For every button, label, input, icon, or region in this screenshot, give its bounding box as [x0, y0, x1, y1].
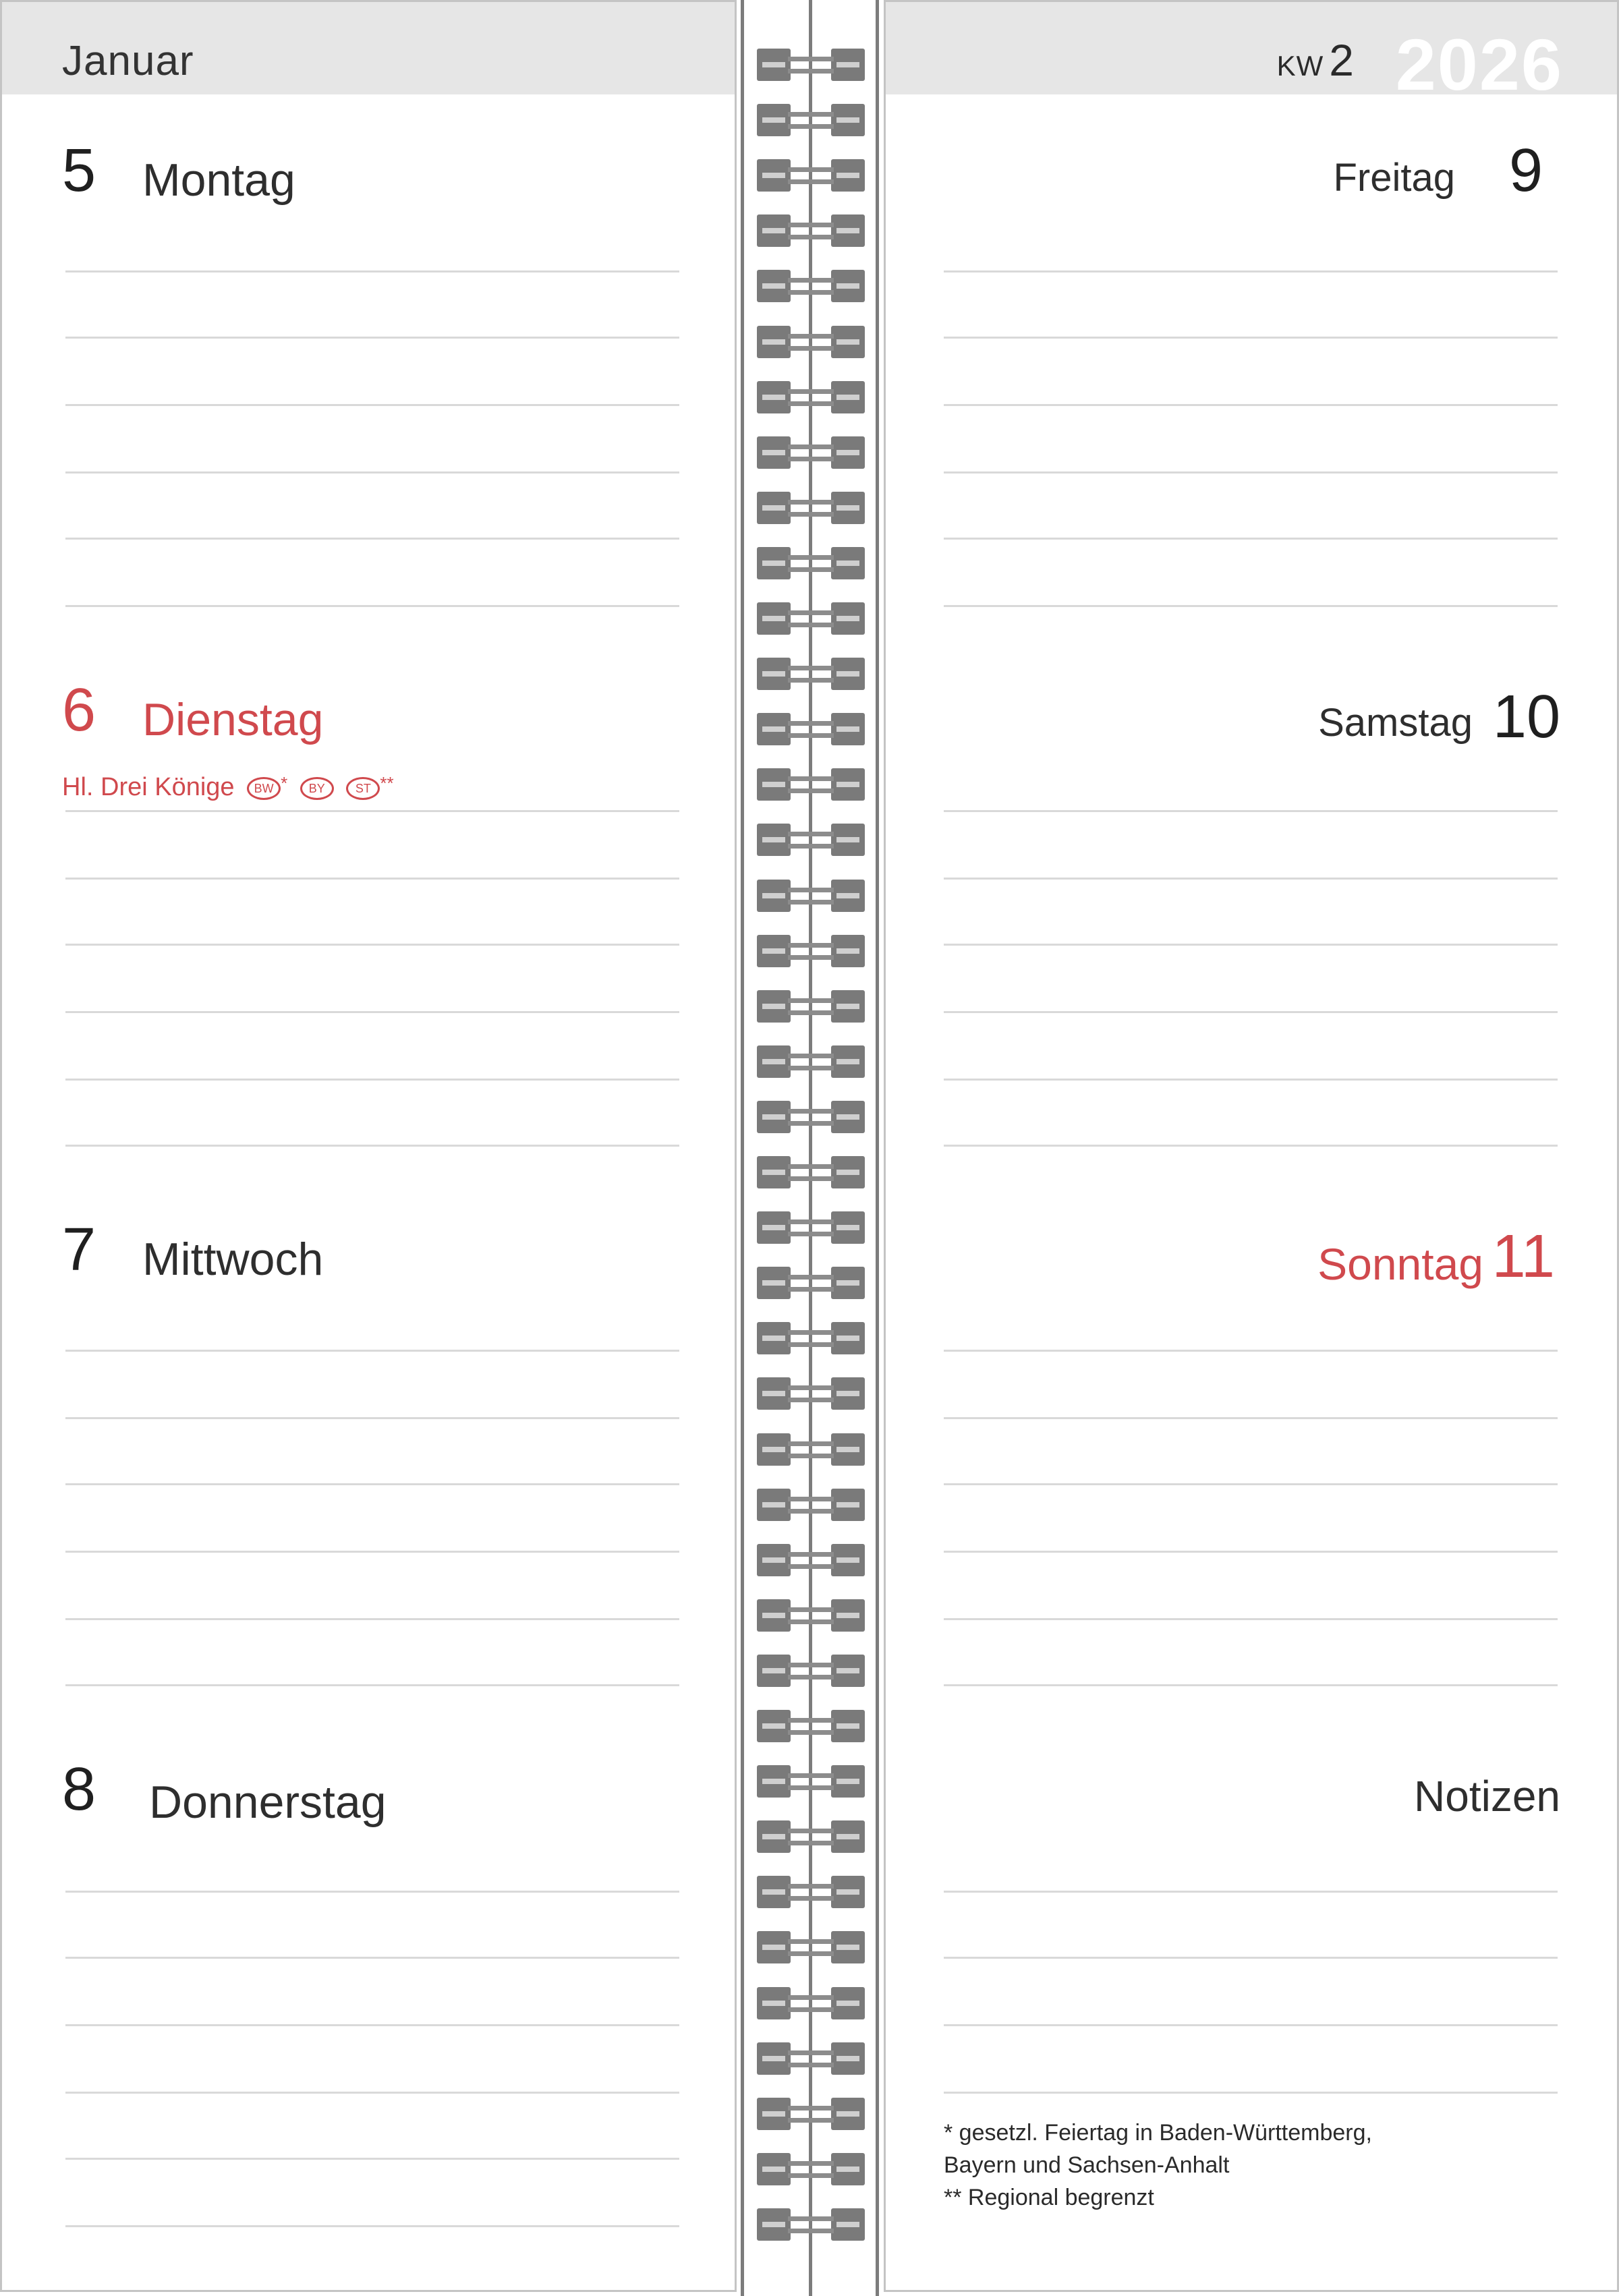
spiral-loop-part: [788, 444, 834, 449]
writing-line: [65, 270, 679, 272]
spiral-loop-part: [788, 567, 834, 572]
year-label: 2026: [1395, 24, 1563, 105]
spiral-loop: [757, 2098, 865, 2130]
writing-line: [944, 471, 1558, 473]
spiral-loop-part: [757, 713, 791, 745]
spiral-loop-part: [757, 768, 791, 801]
week-indicator: [1277, 34, 1354, 86]
spiral-loop-part: [788, 1275, 834, 1280]
week-number: 2: [1329, 35, 1354, 85]
day-number-tuesday: 6: [62, 677, 96, 744]
spiral-loop: [757, 1710, 865, 1742]
spiral-loop: [757, 1322, 865, 1354]
writing-line: [944, 1957, 1558, 1959]
badge-mark-bw: *: [281, 773, 288, 793]
writing-line: [65, 1618, 679, 1620]
day-name-sunday: Sonntag: [1317, 1239, 1483, 1289]
spiral-loop-part: [831, 1045, 865, 1078]
spiral-loop-part: [788, 1564, 834, 1569]
writing-line: [65, 2225, 679, 2227]
spiral-loop-part: [788, 1841, 834, 1845]
spiral-loop-part: [788, 1176, 834, 1181]
spiral-loop-part: [831, 1544, 865, 1576]
spiral-loop: [757, 326, 865, 358]
spiral-loop-part: [788, 788, 834, 793]
left-header-band: [2, 2, 735, 94]
spiral-loop-part: [788, 1939, 834, 1944]
writing-line: [944, 270, 1558, 272]
spiral-loop-part: [788, 1109, 834, 1114]
spiral-loop: [757, 1820, 865, 1853]
spiral-loop-part: [757, 2208, 791, 2241]
spiral-loop-part: [788, 1164, 834, 1169]
spiral-loop-part: [788, 457, 834, 461]
spiral-loop: [757, 935, 865, 967]
spiral-loop-part: [788, 2063, 834, 2067]
spiral-loop: [757, 1599, 865, 1632]
spiral-loop-part: [788, 1398, 834, 1402]
spiral-loop-part: [788, 1663, 834, 1667]
day-name-tuesday: Dienstag: [142, 694, 324, 745]
spiral-loop-part: [788, 733, 834, 738]
spiral-loop: [757, 436, 865, 469]
spiral-loop: [757, 159, 865, 192]
spiral-loop: [757, 270, 865, 302]
writing-line: [65, 2092, 679, 2094]
badge-mark-st: **: [380, 773, 394, 793]
writing-line: [65, 337, 679, 339]
spiral-loop-part: [788, 124, 834, 129]
writing-line: [65, 1011, 679, 1013]
spiral-loop-part: [757, 1931, 791, 1963]
writing-line: [65, 1483, 679, 1485]
spiral-loop-part: [831, 104, 865, 136]
spiral-loop: [757, 1765, 865, 1798]
spiral-loop-part: [831, 1211, 865, 1244]
spiral-loop-part: [831, 1987, 865, 2019]
spiral-loop-part: [788, 1718, 834, 1723]
spiral-loop-part: [788, 167, 834, 172]
spiral-loop: [757, 381, 865, 413]
spiral-loop-part: [831, 1820, 865, 1853]
right-header-band: [886, 2, 1617, 105]
month-label: Januar: [62, 38, 194, 84]
spiral-loop-part: [757, 1489, 791, 1521]
spiral-loop-part: [831, 2098, 865, 2130]
spiral-loop: [757, 1987, 865, 2019]
spiral-loop-part: [788, 1896, 834, 1901]
spiral-loop-part: [788, 389, 834, 394]
writing-line: [944, 1350, 1558, 1352]
spiral-loop-part: [831, 2042, 865, 2075]
day-number-monday: 5: [62, 137, 96, 204]
region-badge-by: BY: [300, 777, 334, 800]
spiral-loop-part: [831, 1433, 865, 1466]
spiral-loop: [757, 1655, 865, 1687]
spiral-loop-part: [788, 1829, 834, 1833]
spiral-loop-part: [757, 492, 791, 524]
spiral-binding: [737, 0, 884, 2296]
writing-line: [944, 605, 1558, 607]
spiral-loop-part: [757, 1655, 791, 1687]
writing-line: [65, 944, 679, 946]
spiral-loop-part: [831, 1599, 865, 1632]
spiral-loop-part: [757, 104, 791, 136]
spiral-loop-part: [757, 824, 791, 856]
spiral-loop-part: [788, 1287, 834, 1292]
day-name-thursday: Donnerstag: [149, 1777, 387, 1828]
spiral-loop-part: [788, 69, 834, 74]
spiral-loop-part: [788, 500, 834, 505]
spiral-loop-part: [788, 1454, 834, 1458]
spiral-loop-part: [757, 436, 791, 469]
spiral-loop-part: [831, 436, 865, 469]
spiral-loop-part: [757, 1322, 791, 1354]
holiday-name: Hl. Drei Könige: [62, 773, 235, 801]
writing-line: [944, 1891, 1558, 1893]
spiral-loop-part: [788, 1054, 834, 1058]
spiral-loop: [757, 2208, 865, 2241]
spiral-loop-part: [788, 2173, 834, 2178]
writing-line: [65, 471, 679, 473]
spiral-loop-part: [788, 610, 834, 615]
spiral-loop-part: [831, 658, 865, 690]
left-page: [0, 0, 737, 2292]
spiral-loop-part: [757, 1156, 791, 1188]
writing-line: [65, 1350, 679, 1352]
spiral-loop-part: [788, 2118, 834, 2123]
spiral-loop-part: [831, 1267, 865, 1299]
spiral-loop-part: [831, 1322, 865, 1354]
spiral-loop-part: [788, 1951, 834, 1956]
spiral-loop-part: [788, 832, 834, 836]
spiral-loop: [757, 1267, 865, 1299]
spiral-loop-part: [831, 990, 865, 1023]
spiral-loop: [757, 492, 865, 524]
spiral-loop-part: [788, 998, 834, 1003]
writing-line: [65, 1079, 679, 1081]
spiral-loop-part: [757, 1987, 791, 2019]
spiral-loop-part: [788, 1497, 834, 1501]
spiral-loop-part: [788, 346, 834, 351]
binding-edge-left: [741, 0, 744, 2296]
spiral-loop: [757, 547, 865, 579]
spiral-loop-part: [788, 1010, 834, 1015]
spiral-loop-part: [788, 179, 834, 184]
spiral-loop: [757, 990, 865, 1023]
spiral-loop-part: [788, 1342, 834, 1347]
day-name-saturday: Samstag: [1318, 701, 1473, 745]
spiral-loop: [757, 1433, 865, 1466]
writing-line: [944, 810, 1558, 812]
footnote-line: Bayern und Sachsen-Anhalt: [944, 2152, 1230, 2178]
spiral-loop-part: [831, 2208, 865, 2241]
spiral-loop-part: [757, 602, 791, 635]
spiral-loop-part: [788, 1675, 834, 1680]
spiral-loop-part: [788, 1730, 834, 1735]
spiral-loop-part: [757, 1101, 791, 1133]
spiral-loop-part: [788, 721, 834, 726]
spiral-loop-part: [831, 824, 865, 856]
spiral-loop-part: [757, 1710, 791, 1742]
spiral-loop-part: [788, 223, 834, 227]
writing-line: [944, 404, 1558, 406]
writing-line: [65, 2024, 679, 2026]
writing-line: [944, 2024, 1558, 2026]
spiral-loop-part: [757, 658, 791, 690]
spiral-loop-part: [831, 1765, 865, 1798]
spiral-loop-part: [788, 555, 834, 560]
writing-line: [65, 1417, 679, 1419]
spiral-loop-part: [757, 990, 791, 1023]
spiral-loop-part: [788, 1552, 834, 1557]
day-number-thursday: 8: [62, 1756, 96, 1823]
spiral-loop-part: [831, 2153, 865, 2185]
spiral-loop-part: [757, 935, 791, 967]
spiral-loop-part: [831, 602, 865, 635]
writing-line: [944, 1079, 1558, 1081]
spiral-loop: [757, 214, 865, 247]
spiral-loop-part: [757, 2042, 791, 2075]
spiral-loop: [757, 713, 865, 745]
spiral-loop-part: [831, 270, 865, 302]
spiral-loop-part: [757, 326, 791, 358]
spiral-loop-part: [788, 1232, 834, 1236]
spiral-loop: [757, 1045, 865, 1078]
spiral-loop: [757, 1931, 865, 1963]
spiral-loop-part: [757, 1267, 791, 1299]
spiral-loop-part: [757, 270, 791, 302]
writing-line: [944, 1551, 1558, 1553]
spiral-loop: [757, 104, 865, 136]
right-page: [884, 0, 1619, 2292]
spiral-loop-part: [788, 1121, 834, 1126]
spiral-loop-part: [757, 214, 791, 247]
spiral-loop-part: [788, 900, 834, 905]
spiral-loop-part: [831, 768, 865, 801]
spiral-loop-part: [831, 1101, 865, 1133]
writing-line: [944, 944, 1558, 946]
footnote-line: ** Regional begrenzt: [944, 2185, 1154, 2210]
spiral-loop-part: [831, 1876, 865, 1908]
spiral-loop-part: [831, 547, 865, 579]
spiral-loop: [757, 602, 865, 635]
spiral-loop-part: [788, 1219, 834, 1224]
spiral-loop: [757, 1489, 865, 1521]
notes-label: Notizen: [1414, 1772, 1560, 1820]
spiral-loop-part: [757, 1433, 791, 1466]
spiral-loop-part: [788, 955, 834, 960]
day-number-sunday: 11: [1492, 1223, 1555, 1290]
footnotes: [944, 2117, 1372, 2214]
spiral-loop: [757, 1156, 865, 1188]
day-name-wednesday: Mittwoch: [142, 1234, 324, 1285]
spiral-loop-part: [788, 1773, 834, 1778]
spiral-loop-part: [788, 2161, 834, 2166]
spiral-loop-part: [788, 1441, 834, 1446]
spiral-loop-part: [788, 1884, 834, 1889]
spiral-loop-part: [757, 1544, 791, 1576]
spiral-loop-part: [831, 713, 865, 745]
writing-line: [944, 2092, 1558, 2094]
spiral-loop-part: [831, 1377, 865, 1410]
writing-line: [65, 878, 679, 880]
spiral-loop-part: [788, 512, 834, 517]
spiral-loop-part: [788, 2007, 834, 2012]
spiral-loop-part: [788, 1330, 834, 1335]
spiral-loop-part: [788, 112, 834, 117]
spiral-loop-part: [831, 935, 865, 967]
spiral-loop-part: [831, 492, 865, 524]
spiral-loop-part: [788, 1995, 834, 2000]
spiral-loop-part: [757, 159, 791, 192]
spiral-loop-part: [788, 678, 834, 683]
spiral-loop-part: [831, 49, 865, 81]
spiral-loop: [757, 768, 865, 801]
spiral-loop-part: [757, 1377, 791, 1410]
week-prefix: KW: [1276, 50, 1324, 82]
spiral-loop: [757, 1544, 865, 1576]
spiral-loop-part: [831, 381, 865, 413]
day-number-friday: 9: [1508, 137, 1543, 204]
writing-line: [65, 2158, 679, 2160]
region-badge-bw: BW: [247, 777, 281, 800]
spiral-loop-part: [831, 1931, 865, 1963]
writing-line: [944, 1684, 1558, 1686]
spiral-loop-part: [788, 2216, 834, 2221]
spiral-loop-part: [831, 1710, 865, 1742]
writing-line: [65, 605, 679, 607]
spiral-loop-part: [757, 1211, 791, 1244]
spiral-loop-part: [757, 880, 791, 912]
day-name-monday: Montag: [142, 154, 295, 206]
spiral-loop-part: [788, 57, 834, 61]
day-number-wednesday: 7: [62, 1216, 96, 1284]
writing-line: [65, 1145, 679, 1147]
spiral-loop-part: [788, 943, 834, 948]
writing-line: [65, 538, 679, 540]
writing-line: [944, 538, 1558, 540]
spiral-loop: [757, 824, 865, 856]
writing-line: [65, 1957, 679, 1959]
spiral-loop-part: [757, 2098, 791, 2130]
spiral-loop-part: [757, 381, 791, 413]
writing-line: [944, 1417, 1558, 1419]
spiral-loop: [757, 880, 865, 912]
spiral-loop-part: [831, 326, 865, 358]
writing-line: [65, 1891, 679, 1893]
spiral-loop-part: [788, 401, 834, 406]
spiral-loop-part: [831, 214, 865, 247]
spiral-loop-part: [788, 776, 834, 781]
spiral-loop: [757, 1377, 865, 1410]
spiral-loop-part: [757, 1045, 791, 1078]
spiral-loop-part: [757, 1820, 791, 1853]
spiral-loop: [757, 2042, 865, 2075]
spiral-loop-part: [788, 1385, 834, 1390]
binding-edge-right: [876, 0, 879, 2296]
spiral-loop-part: [788, 235, 834, 239]
spiral-loop-part: [757, 2153, 791, 2185]
spiral-loop-part: [831, 1655, 865, 1687]
spiral-loop-part: [831, 1489, 865, 1521]
spiral-loop-part: [831, 159, 865, 192]
spiral-loop: [757, 49, 865, 81]
spiral-loop-part: [757, 1599, 791, 1632]
spiral-loop-part: [788, 1785, 834, 1790]
spiral-loop-part: [788, 1066, 834, 1070]
spiral-loop-part: [788, 2050, 834, 2055]
holiday-note: [62, 773, 394, 802]
spiral-loop: [757, 1101, 865, 1133]
spiral-loop: [757, 658, 865, 690]
region-badge-st: ST: [346, 777, 380, 800]
writing-line: [944, 337, 1558, 339]
spiral-loop-part: [831, 1156, 865, 1188]
spiral-loop-part: [788, 1509, 834, 1514]
writing-line: [944, 1618, 1558, 1620]
spiral-loop-part: [788, 666, 834, 670]
spiral-loop: [757, 2153, 865, 2185]
spiral-loop-part: [757, 1876, 791, 1908]
spiral-loop-part: [788, 290, 834, 295]
spiral-loop: [757, 1211, 865, 1244]
spiral-loop-part: [788, 1607, 834, 1612]
writing-line: [944, 878, 1558, 880]
spiral-loop-part: [757, 547, 791, 579]
writing-line: [65, 1684, 679, 1686]
spiral-loop-part: [788, 623, 834, 627]
writing-line: [944, 1483, 1558, 1485]
spiral-loop-part: [788, 844, 834, 849]
spiral-loop-part: [757, 1765, 791, 1798]
footnote-line: * gesetzl. Feiertag in Baden-Württemberg,: [944, 2120, 1372, 2146]
writing-line: [944, 1145, 1558, 1147]
spiral-loop-part: [757, 49, 791, 81]
writing-line: [65, 810, 679, 812]
spiral-loop-part: [788, 2229, 834, 2233]
spiral-loop-part: [788, 888, 834, 892]
writing-line: [944, 1011, 1558, 1013]
spiral-loop-part: [788, 278, 834, 283]
spiral-loop-part: [788, 1619, 834, 1624]
day-number-saturday: 10: [1492, 683, 1560, 751]
spiral-loop-part: [831, 880, 865, 912]
day-name-friday: Freitag: [1333, 156, 1455, 200]
writing-line: [65, 1551, 679, 1553]
writing-line: [65, 404, 679, 406]
spiral-loop: [757, 1876, 865, 1908]
spiral-loop-part: [788, 334, 834, 339]
spiral-loop-part: [788, 2106, 834, 2111]
